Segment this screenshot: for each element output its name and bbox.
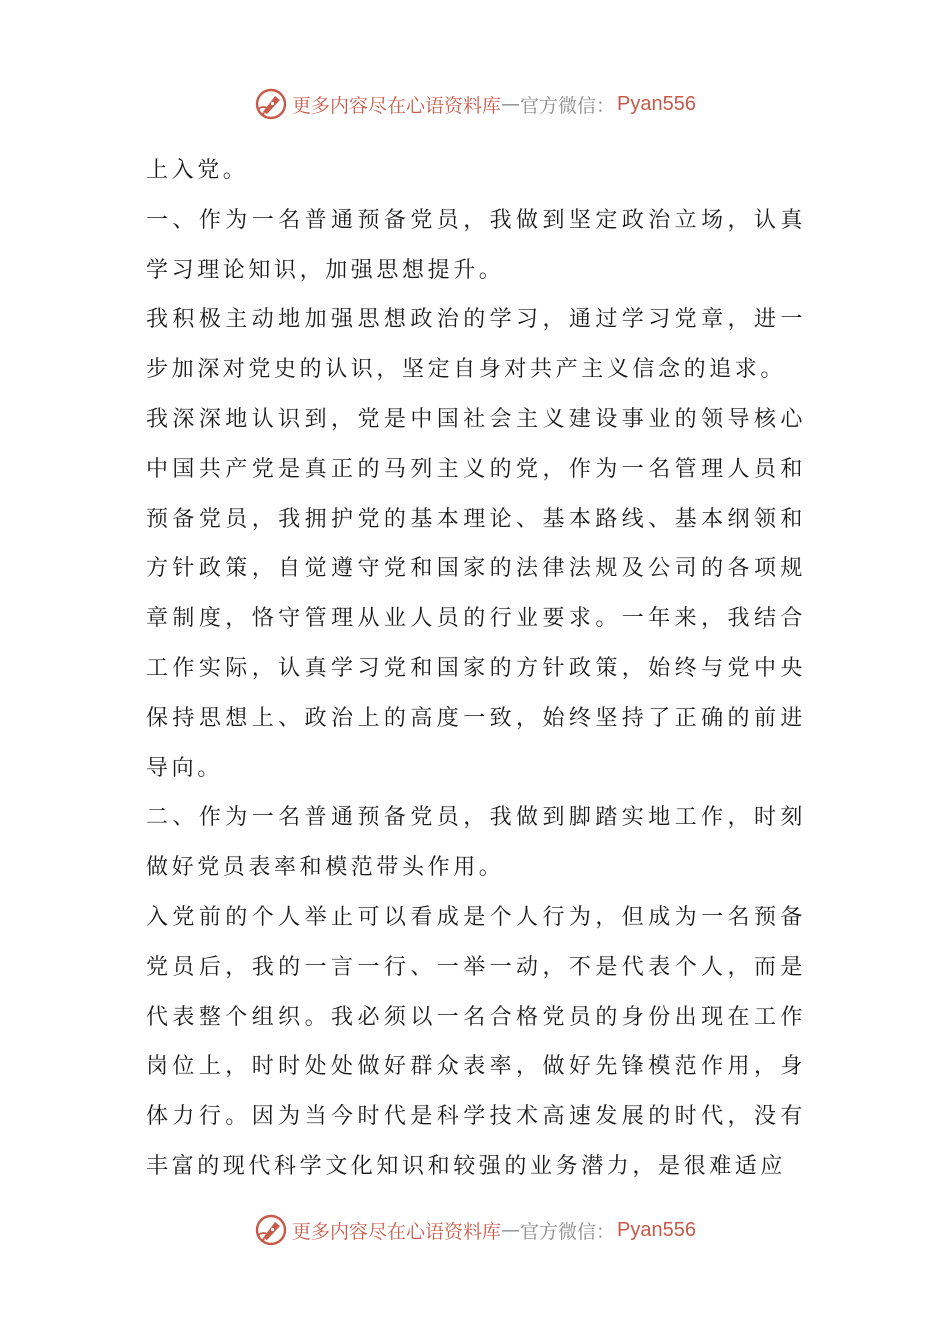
pen-nib-logo-icon: [254, 87, 288, 121]
paragraph: 二、作为一名普通预备党员，我做到脚踏实地工作，时刻做好党员表率和模范带头作用。: [146, 805, 806, 881]
banner-brand-text: 更多内容尽在心语资料库: [292, 94, 502, 117]
banner-wechat-id: Pyan556: [617, 92, 696, 115]
banner-wechat-id: Pyan556: [617, 1218, 696, 1241]
paragraph: 一、作为一名普通预备党员，我做到坚定政治立场，认真学习理论知识，加强思想提升。: [146, 207, 806, 283]
pen-nib-logo-icon: [254, 1213, 288, 1247]
header-banner: [0, 82, 950, 126]
paragraph: 入党前的个人举止可以看成是个人行为，但成为一名预备党员后，我的一言一行、一举一动，不是代表个人，而是代表整个组织。我必须以一名合格党员的身份出现在工作岗位上，时时处处做好群众表率，做好先锋模范作用，身体力行。因为当今时代是科学技术高速发展的时代，没有丰富的现代科学文化知识和较强的业务潜力，是很难适应: [146, 904, 806, 1179]
document-body: [146, 146, 806, 1192]
banner-wechat-label: 官方微信：: [520, 94, 616, 117]
banner-separator: —: [501, 93, 521, 115]
paragraph: 我积极主动地加强思想政治的学习，通过学习党章，进一步加深对党史的认识，坚定自身对共产主义信念的追求。: [146, 307, 806, 383]
paragraph: 上入党。: [146, 158, 249, 183]
banner-wechat-label: 官方微信：: [520, 1220, 616, 1243]
footer-banner: [0, 1208, 950, 1252]
banner-brand-text: 更多内容尽在心语资料库: [292, 1220, 502, 1243]
banner-separator: —: [501, 1219, 521, 1241]
paragraph: 我深深地认识到，党是中国社会主义建设事业的领导核心中国共产党是真正的马列主义的党，作为一名管理人员和预备党员，我拥护党的基本理论、基本路线、基本纲领和方针政策，自觉遵守党和国家的法律法规及公司的各项规章制度，恪守管理从业人员的行业要求。一年来，我结合工作实际，认真学习党和国家的方针政策，始终与党中央保持思想上、政治上的高度一致，始终坚持了正确的前进导向。: [146, 406, 806, 781]
